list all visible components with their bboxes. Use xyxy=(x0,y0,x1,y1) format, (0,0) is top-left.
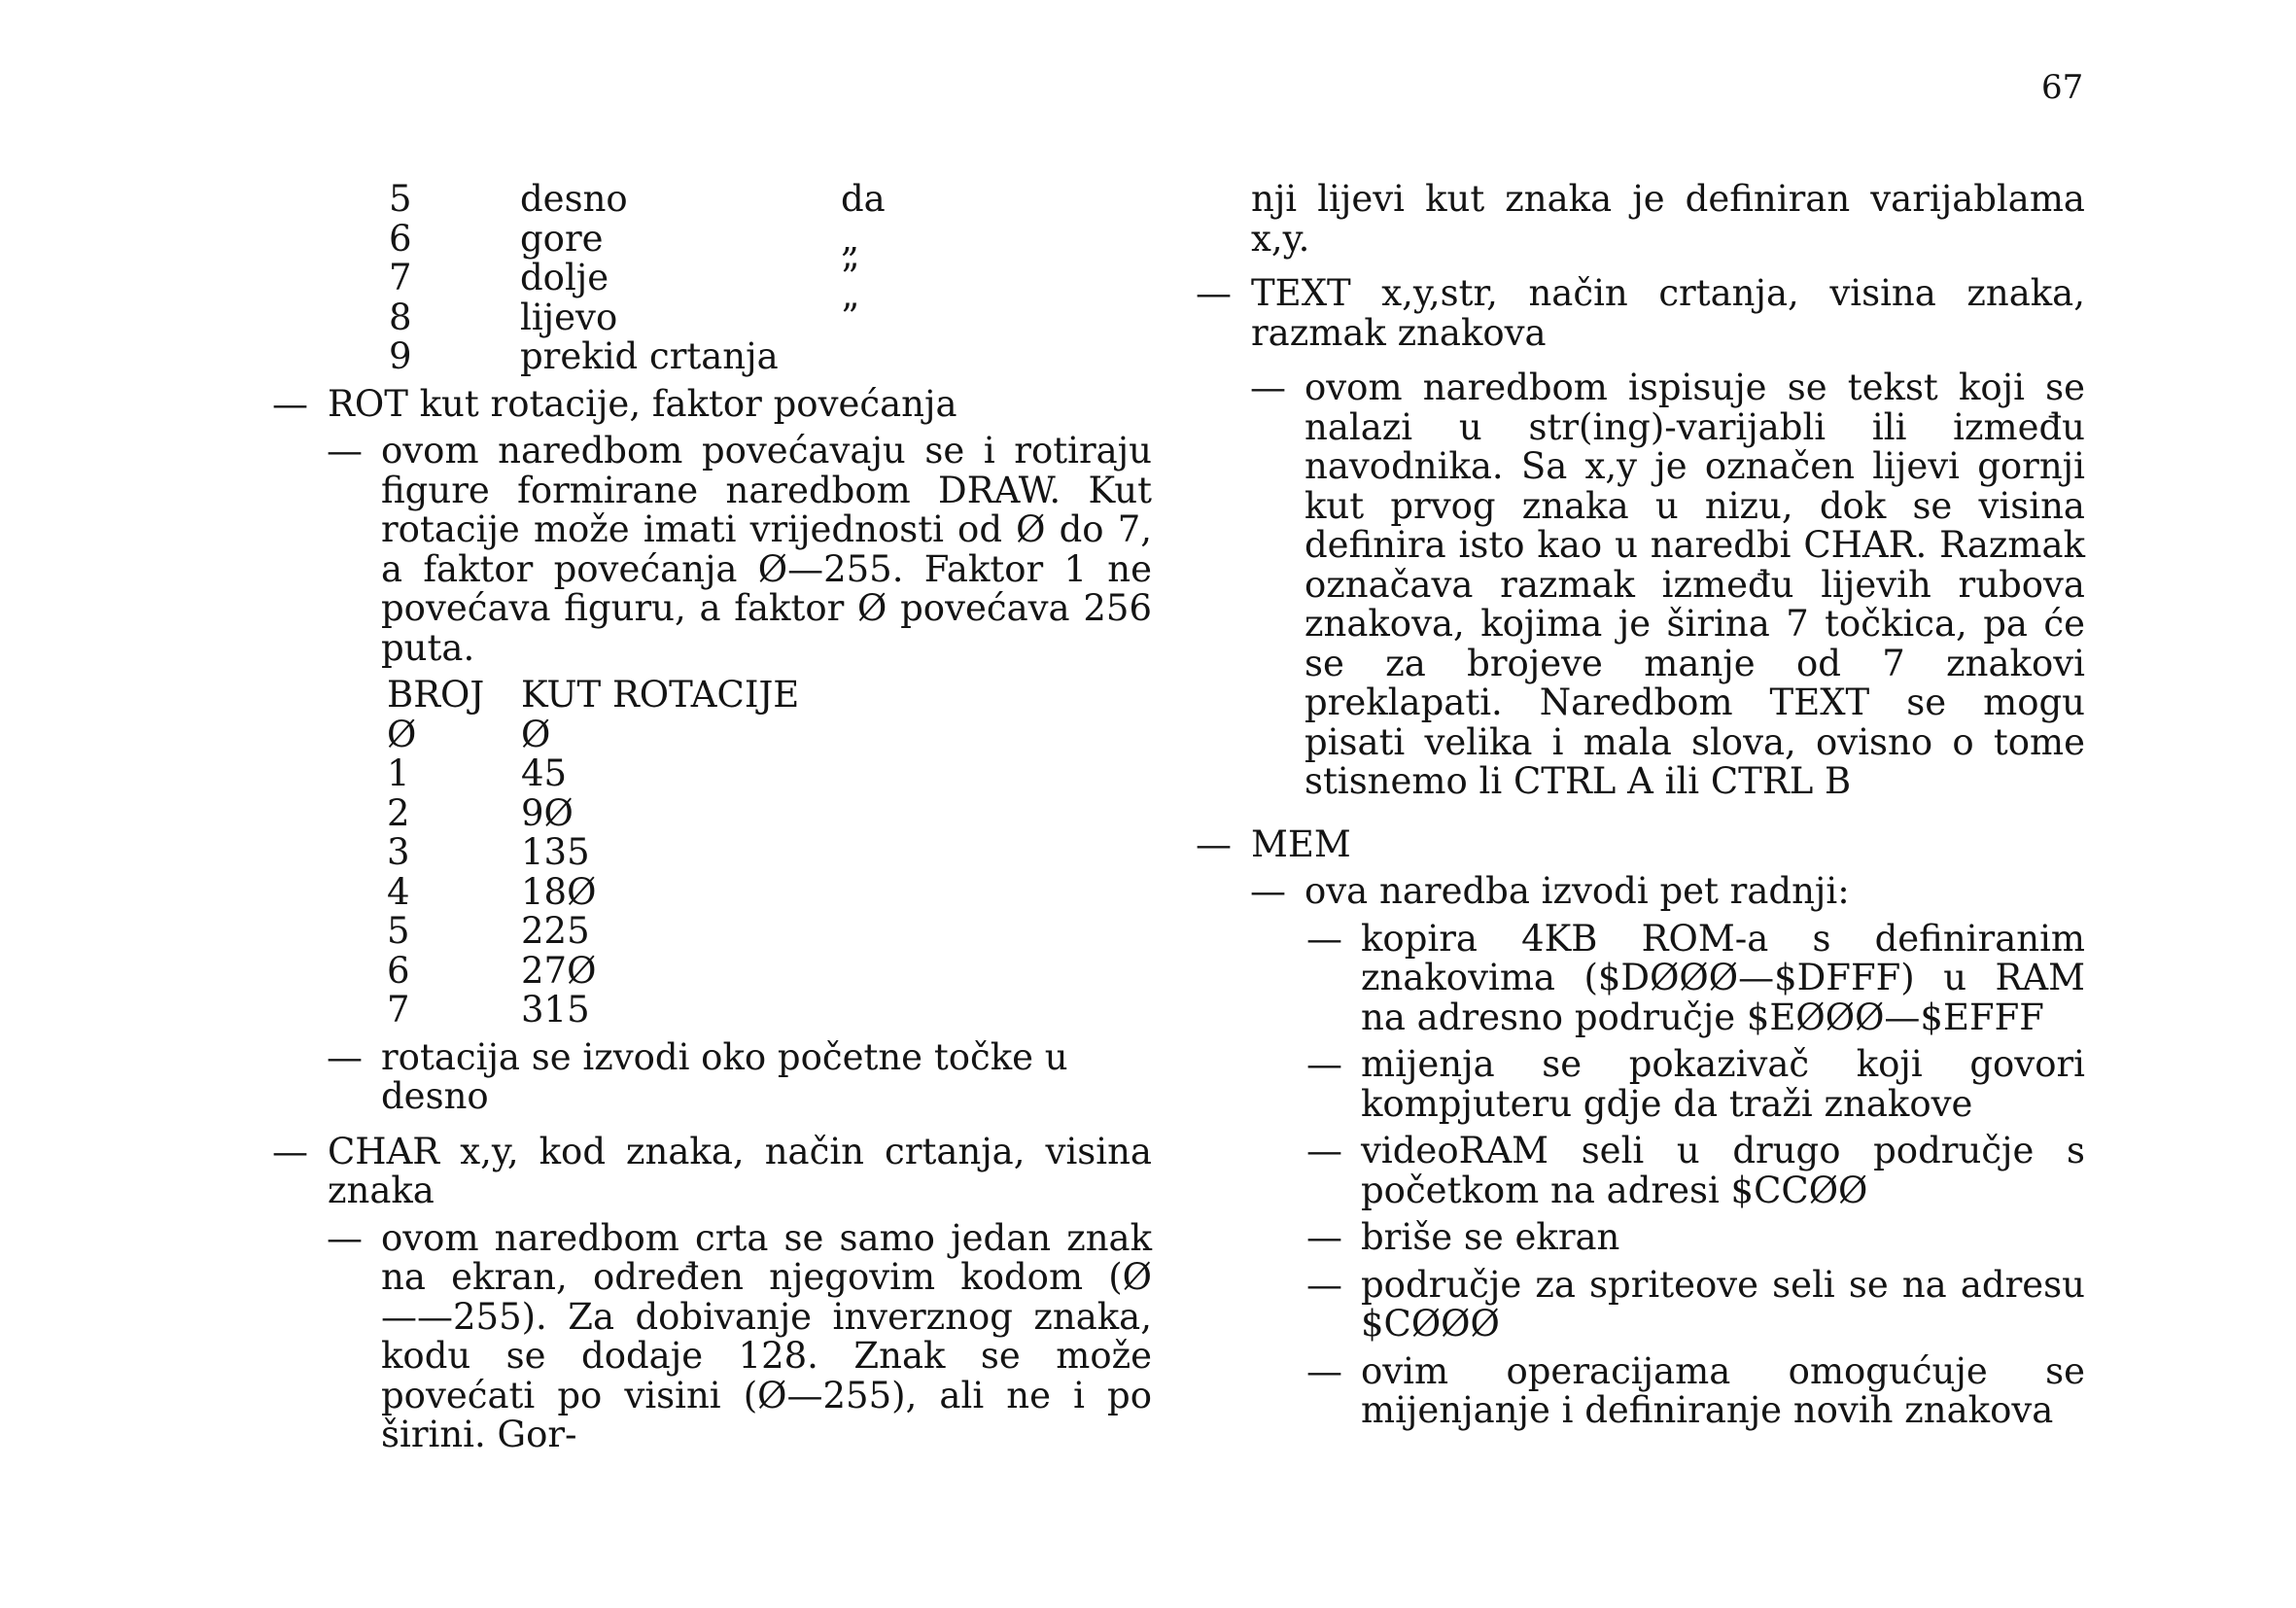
em-dash: — xyxy=(327,1216,363,1259)
table-row xyxy=(387,791,1152,834)
list-item-text: ovim operacijama omogućuje se mijenjanje i definiranje novih znakova xyxy=(1361,1349,2085,1431)
em-dash: — xyxy=(1306,1349,1342,1392)
table-cell: 3 xyxy=(387,831,410,873)
direction-label: lijevo xyxy=(520,296,618,338)
table-cell: Ø xyxy=(387,713,417,755)
list-item-text: briše se ekran xyxy=(1361,1216,1620,1258)
list-item xyxy=(1196,1349,2085,1431)
table-row xyxy=(387,991,1152,1031)
em-dash: — xyxy=(1306,1043,1342,1085)
em-dash: — xyxy=(1306,917,1342,960)
draw-flag: ” xyxy=(841,257,859,298)
char-heading: CHAR x,y, kod znaka, način crtanja, visina znaka xyxy=(328,1130,1152,1211)
table-cell: 27Ø xyxy=(521,949,597,992)
mem-command xyxy=(1196,822,2085,865)
direction-code: 6 xyxy=(389,217,412,260)
char-command xyxy=(272,1130,1152,1211)
list-item-text: mijenja se pokazivač koji govori kompjuteru gdje da traži znakove xyxy=(1361,1043,2085,1125)
em-dash: — xyxy=(1306,1216,1342,1258)
table-cell: 1 xyxy=(387,752,410,794)
table-row xyxy=(272,259,1152,298)
table-header xyxy=(387,676,1152,716)
table-row xyxy=(272,217,1152,260)
page-number: 67 xyxy=(2041,68,2084,107)
direction-code: 5 xyxy=(389,178,412,220)
draw-flag: da xyxy=(841,178,886,220)
table-row xyxy=(272,337,1152,377)
table-row xyxy=(387,833,1152,873)
em-dash: — xyxy=(1250,870,1286,912)
em-dash: — xyxy=(1196,822,1232,865)
direction-label: gore xyxy=(520,217,604,260)
table-cell: 45 xyxy=(521,752,568,794)
rot-note xyxy=(272,1035,1152,1117)
rot-note-text: rotacija se izvodi oko početne točke u desno xyxy=(381,1035,1068,1117)
table-cell: 5 xyxy=(387,910,410,952)
table-row xyxy=(387,754,1152,794)
mem-intro xyxy=(1196,872,2085,912)
em-dash: — xyxy=(1196,272,1232,314)
char-description xyxy=(272,1216,1152,1455)
table-cell: 4 xyxy=(387,870,410,913)
mem-intro-text: ova naredba izvodi pet radnji: xyxy=(1305,870,1850,912)
table-cell: 7 xyxy=(387,989,410,1031)
table-cell: 6 xyxy=(387,949,410,992)
list-item xyxy=(1196,1218,2085,1258)
text-description xyxy=(1196,368,2085,802)
direction-table xyxy=(272,180,1152,377)
list-item-text: kopira 4KB ROM-a s definiranim znakovima ($DØØØ—$DFFF) u RAM na adresno područje $EØØØ—$EFFF xyxy=(1361,917,2085,1038)
draw-flag: ” xyxy=(841,296,859,338)
table-row xyxy=(387,949,1152,992)
list-item-text: područje za spriteove seli se na adresu $CØØØ xyxy=(1361,1263,2085,1345)
em-dash: — xyxy=(272,1130,308,1172)
right-column xyxy=(1196,180,2085,1431)
char-description-text: ovom naredbom crta se samo jedan znak na ekran, određen njegovim kodom (Ø——255). Za dobivanje inverznog znaka, kodu se dodaje 128. Znak se može povećati po visini (Ø—255), ali ne i po širini. Gor- xyxy=(381,1216,1152,1455)
table-row xyxy=(272,180,1152,220)
continuation-text: nji lijevi kut znaka je definiran varijablama x,y. xyxy=(1251,178,2085,260)
text-command xyxy=(1196,274,2085,353)
mem-heading: MEM xyxy=(1251,822,1351,865)
list-item xyxy=(1196,917,2085,1038)
rot-description-text: ovom naredbom povećavaju se i rotiraju figure formirane naredbom DRAW. Kut rotacije može imati vrijednosti od Ø do 7, a faktor povećanja Ø—255. Faktor 1 ne povećava figuru, a faktor Ø povećava 256 puta. xyxy=(381,430,1152,669)
direction-label: desno xyxy=(520,178,628,220)
em-dash: — xyxy=(1306,1263,1342,1306)
list-item xyxy=(1196,1045,2085,1124)
list-item xyxy=(1196,1263,2085,1345)
text-heading: TEXT x,y,str, način crtanja, visina znaka, razmak znakova xyxy=(1251,272,2085,354)
rot-description xyxy=(272,432,1152,668)
direction-code: 7 xyxy=(389,257,412,298)
draw-flag: „ xyxy=(841,217,860,260)
direction-label: prekid crtanja xyxy=(520,335,779,377)
em-dash: — xyxy=(327,1035,363,1078)
table-cell: Ø xyxy=(521,713,551,755)
rot-command xyxy=(272,382,1152,425)
em-dash: — xyxy=(272,382,308,425)
em-dash: — xyxy=(327,430,363,472)
direction-code: 9 xyxy=(389,335,412,377)
table-cell: 225 xyxy=(521,910,590,952)
table-cell: 135 xyxy=(521,831,590,873)
rot-heading: ROT kut rotacije, faktor povećanja xyxy=(328,382,957,425)
table-cell: 9Ø xyxy=(521,791,574,834)
table-row xyxy=(387,713,1152,755)
direction-label: dolje xyxy=(520,257,609,298)
table-cell: 2 xyxy=(387,791,410,834)
table-row xyxy=(387,870,1152,913)
text-description-text: ovom naredbom ispisuje se tekst koji se nalazi u str(ing)-varijabli ili između navodnika. Sa x,y je označen lijevi gornji kut prvog znaka u nizu, dok se visina definira isto kao u naredbi CHAR. Razmak označava razmak između lijevih rubova znakova, kojima je širina 7 točkica, pa će se za brojeve manje od 7 znakovi preklapati. Naredbom TEXT se mogu pisati velika i mala slova, ovisno o tome stisnemo li CTRL A ili CTRL B xyxy=(1305,367,2085,802)
em-dash: — xyxy=(1250,367,1286,408)
rotation-table xyxy=(272,676,1152,1031)
table-cell: 18Ø xyxy=(521,870,597,913)
list-item xyxy=(1196,1132,2085,1210)
list-item-text: videoRAM seli u drugo područje s početkom na adresi $CCØØ xyxy=(1361,1130,2085,1211)
column-header: BROJ xyxy=(387,674,485,716)
direction-code: 8 xyxy=(389,296,412,338)
em-dash: — xyxy=(1306,1130,1342,1171)
table-row xyxy=(387,912,1152,952)
table-cell: 315 xyxy=(521,989,590,1031)
column-header: KUT ROTACIJE xyxy=(521,674,800,716)
table-row xyxy=(272,298,1152,338)
char-continuation xyxy=(1196,180,2085,259)
left-column xyxy=(272,180,1152,1455)
